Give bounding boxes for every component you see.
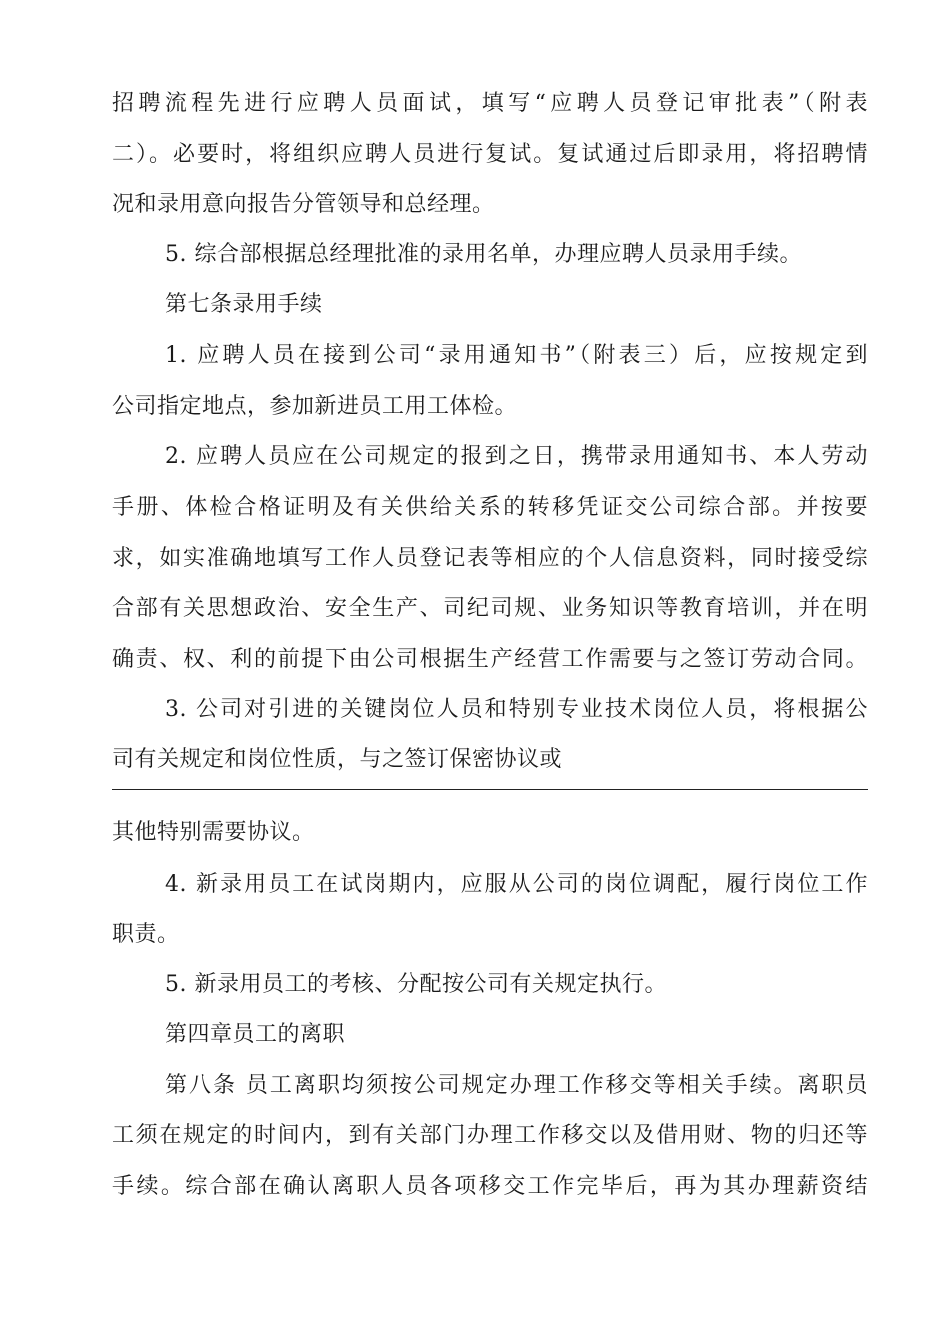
list-item: 5. 新录用员工的考核、分配按公司有关规定执行。 — [165, 972, 667, 997]
text-line: 公司指定地点，参加新进员工用工体检。 — [112, 394, 518, 419]
text-line: 其他特别需要协议。 — [112, 820, 315, 845]
article-text: 第八条 员工离职均须按公司规定办理工作移交等相关手续。离职员 — [165, 1073, 868, 1098]
text-line: 司有关规定和岗位性质，与之签订保密协议或 — [112, 747, 563, 772]
text-line: 工须在规定的时间内，到有关部门办理工作移交以及借用财、物的归还等 — [112, 1123, 868, 1148]
text-line: 况和录用意向报告分管领导和总经理。 — [112, 192, 495, 217]
text-line: 确责、权、利的前提下由公司根据生产经营工作需要与之签订劳动合同。 — [112, 647, 868, 672]
list-item: 5. 综合部根据总经理批准的录用名单，办理应聘人员录用手续。 — [165, 242, 802, 267]
list-item: 4. 新录用员工在试岗期内，应服从公司的岗位调配，履行岗位工作 — [165, 872, 868, 897]
page-divider — [112, 789, 868, 790]
list-item: 2. 应聘人员应在公司规定的报到之日，携带录用通知书、本人劳动 — [165, 444, 868, 469]
text-line: 手续。综合部在确认离职人员各项移交工作完毕后，再为其办理薪资结 — [112, 1174, 868, 1199]
text-line: 求，如实准确地填写工作人员登记表等相应的个人信息资料，同时接受综 — [112, 546, 868, 571]
text-line: 职责。 — [112, 922, 180, 947]
section-heading: 第七条录用手续 — [165, 292, 323, 317]
list-item: 3. 公司对引进的关键岗位人员和特别专业技术岗位人员，将根据公 — [165, 697, 868, 722]
text-line: 招聘流程先进行应聘人员面试，填写“应聘人员登记审批表”（附表 — [112, 91, 868, 116]
text-line: 合部有关思想政治、安全生产、司纪司规、业务知识等教育培训，并在明 — [112, 596, 868, 621]
chapter-heading: 第四章员工的离职 — [165, 1022, 346, 1047]
list-item: 1. 应聘人员在接到公司“录用通知书”（附表三）后，应按规定到 — [165, 343, 868, 368]
text-line: 手册、体检合格证明及有关供给关系的转移凭证交公司综合部。并按要 — [112, 495, 868, 520]
text-line: 二）。必要时，将组织应聘人员进行复试。复试通过后即录用，将招聘情 — [112, 142, 868, 167]
